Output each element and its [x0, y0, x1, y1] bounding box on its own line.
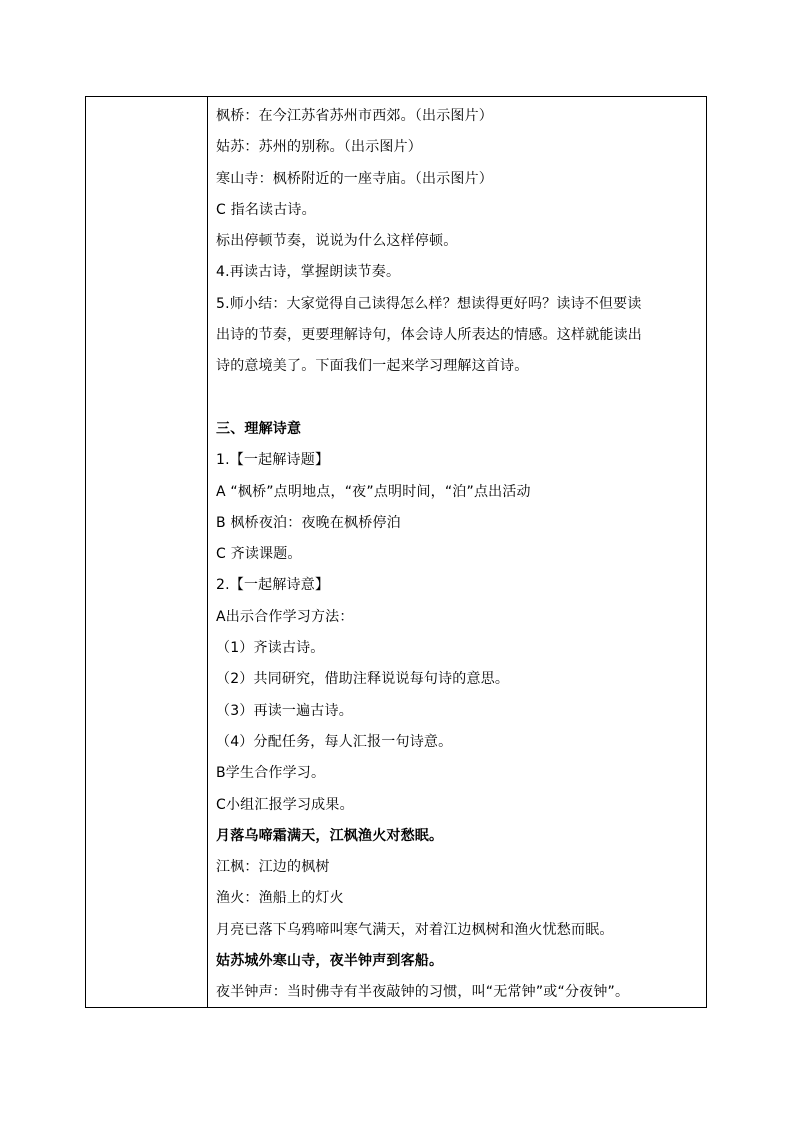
text-line: 寒山寺：枫桥附近的一座寺庙。（出示图片） [216, 170, 493, 187]
text-line: 夜半钟声：当时佛寺有半夜敲钟的习惯，叫“无常钟”或“分夜钟”。 [216, 984, 630, 1001]
text-line: C 指名读古诗。 [216, 201, 316, 218]
text-line: 5.师小结：大家觉得自己读得怎么样？想读得更好吗？读诗不但要读 [216, 295, 642, 312]
blank-line [216, 383, 698, 414]
bold-text-line: 月落乌啼霜满天，江枫渔火对愁眠。 [216, 827, 444, 844]
text-line: B 枫桥夜泊：夜晚在枫桥停泊 [216, 514, 401, 531]
text-line: （4）分配任务，每人汇报一句诗意。 [216, 733, 453, 750]
text-line: （1）齐读古诗。 [216, 640, 325, 657]
text-line: B学生合作学习。 [216, 765, 326, 782]
text-line: 渔火：渔船上的灯火 [216, 890, 344, 907]
text-line: C小组汇报学习成果。 [216, 796, 354, 813]
text-line: （2）共同研究，借助注释说说每句诗的意思。 [216, 671, 510, 688]
text-line: A “枫桥”点明地点，“夜”点明时间，“泊”点出活动 [216, 483, 531, 500]
lesson-table [85, 96, 707, 1008]
text-line: 月亮已落下乌鸦啼叫寒气满天，对着江边枫树和渔火忧愁而眠。 [216, 921, 614, 938]
text-line: （3）再读一遍古诗。 [216, 702, 353, 719]
text-line: 1.【一起解诗题】 [216, 452, 330, 469]
text-line: 江枫：江边的枫树 [216, 859, 330, 876]
text-line: 枫桥：在今江苏省苏州市西郊。（出示图片） [216, 108, 493, 124]
text-line: C 齐读课题。 [216, 546, 302, 563]
table-right-cell [208, 97, 706, 1007]
text-line: 4.再读古诗，掌握朗读节奏。 [216, 264, 401, 281]
text-line: 出诗的节奏，更要理解诗句，体会诗人所表达的情感。这样就能读出 [216, 327, 642, 344]
table-left-cell [86, 97, 208, 1007]
text-line: 标出停顿节奏，说说为什么这样停顿。 [216, 233, 458, 250]
text-line: 诗的意境美了。下面我们一起来学习理解这首诗。 [216, 358, 529, 375]
text-line: 2.【一起解诗意】 [216, 577, 330, 594]
bold-text-line: 三、理解诗意 [216, 420, 302, 437]
text-line: A出示合作学习方法： [216, 608, 354, 625]
text-line: 姑苏：苏州的别称。（出示图片） [216, 139, 422, 156]
bold-text-line: 姑苏城外寒山寺，夜半钟声到客船。 [216, 953, 444, 970]
